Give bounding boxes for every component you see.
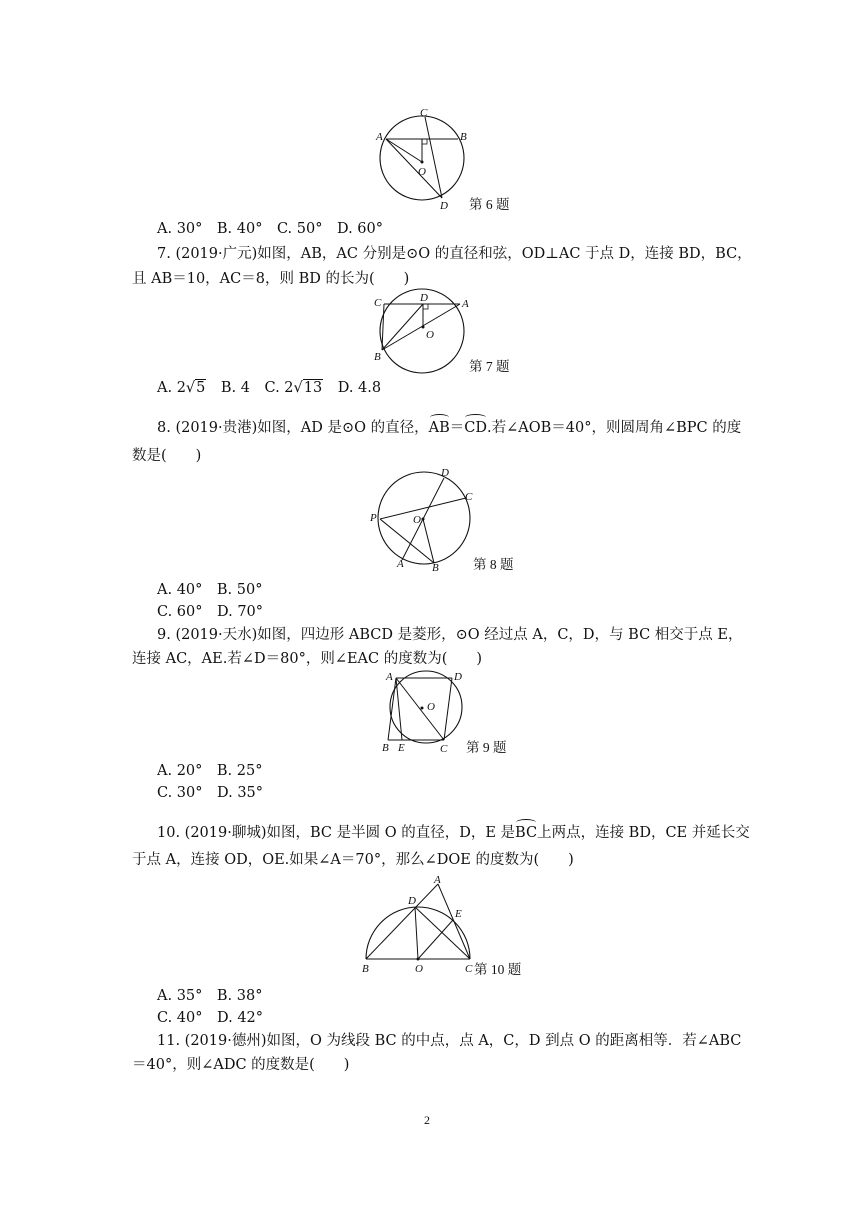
q8-line1-post: .若∠AOB＝40°，则圆周角∠BPC 的度: [487, 420, 742, 436]
label-O: O: [418, 166, 426, 178]
q8-line2: 数是( ): [132, 448, 202, 464]
label-O: O: [413, 514, 421, 526]
label-A: A: [386, 671, 393, 683]
figure-q9: [374, 668, 474, 756]
figure-q6-caption: 第 6 题: [469, 197, 510, 212]
label-C: C: [374, 297, 382, 309]
figure-q10: [358, 872, 482, 976]
q8-eq: ＝: [449, 420, 465, 436]
q9-line1: 9. (2019·天水)如图，四边形 ABCD 是菱形，⊙O 经过点 A，C，D，与 BC 相交于点 E，: [157, 627, 743, 643]
q10-arc-bc: BC: [515, 825, 538, 841]
sqrt-sign: √: [185, 380, 196, 396]
figure-q6: [370, 105, 480, 215]
q10-options-2: C. 40° D. 42°: [157, 1010, 264, 1026]
figure-q10-caption: 第 10 题: [474, 962, 522, 977]
figure-q8: [364, 463, 484, 575]
q10-options-1: A. 35° B. 38°: [157, 988, 263, 1004]
q10-line1-pre: 10. (2019·聊城)如图，BC 是半圆 O 的直径，D，E 是: [157, 825, 516, 841]
label-D: D: [440, 200, 448, 212]
q7-line1: 7. (2019·广元)如图，AB，AC 分别是⊙O 的直径和弦，OD⊥AC 于点 D，连接 BD，BC，: [157, 246, 752, 262]
q7-option-d: D. 4.8: [323, 380, 382, 396]
figure-q9-caption: 第 9 题: [466, 740, 507, 755]
q7-option-c-radicand: 13: [303, 380, 323, 396]
q7-option-a-radicand: 5: [196, 380, 206, 396]
label-D: D: [420, 292, 428, 304]
label-C: C: [440, 743, 448, 755]
q11-line1: 11. (2019·德州)如图，O 为线段 BC 的中点，点 A，C，D 到点 O 的距离相等．若∠ABC: [157, 1033, 742, 1049]
label-C: C: [465, 491, 473, 503]
label-B: B: [374, 351, 381, 363]
q7-options: [157, 378, 381, 398]
label-A: A: [462, 298, 469, 310]
label-O: O: [426, 329, 434, 341]
sqrt-sign: √: [293, 380, 303, 396]
label-D: D: [454, 671, 462, 683]
label-A: A: [376, 131, 383, 143]
label-O: O: [427, 701, 435, 713]
q8-line1: [157, 418, 741, 438]
label-A: A: [434, 874, 441, 886]
label-E: E: [455, 908, 462, 920]
q10-line1: [157, 823, 750, 843]
page-number: 2: [424, 1113, 430, 1127]
label-B: B: [362, 963, 369, 975]
q10-line2: 于点 A，连接 OD，OE.如果∠A＝70°，那么∠DOE 的度数为( ): [132, 852, 574, 868]
label-B: B: [432, 562, 439, 574]
label-E: E: [398, 742, 405, 754]
label-O: O: [415, 963, 423, 975]
figure-q8-caption: 第 8 题: [473, 557, 514, 572]
q9-options-1: A. 20° B. 25°: [157, 763, 263, 779]
label-B: B: [382, 742, 389, 754]
label-C: C: [465, 963, 473, 975]
q8-line1-pre: 8. (2019·贵港)如图，AD 是⊙O 的直径，: [157, 420, 429, 436]
label-D: D: [441, 467, 449, 479]
q7-options-bc: B. 4 C. 2: [206, 380, 294, 396]
q8-arc-ab: AB: [428, 420, 450, 436]
q8-arc-cd: CD: [464, 420, 487, 436]
q10-line1-post: 上两点，连接 BD，CE 并延长交: [537, 825, 750, 841]
q8-options-1: A. 40° B. 50°: [157, 582, 263, 598]
label-A: A: [397, 558, 404, 570]
q9-line2: 连接 AC，AE.若∠D＝80°，则∠EAC 的度数为( ): [132, 651, 483, 667]
label-P: P: [370, 512, 377, 524]
figure-q7: [368, 286, 478, 376]
q7-line2: 且 AB＝10，AC＝8，则 BD 的长为( ): [132, 271, 410, 287]
label-D: D: [408, 895, 416, 907]
q8-options-2: C. 60° D. 70°: [157, 604, 264, 620]
q6-options: A. 30° B. 40° C. 50° D. 60°: [157, 221, 383, 237]
label-B: B: [460, 131, 467, 143]
figure-q7-caption: 第 7 题: [469, 359, 510, 374]
q9-options-2: C. 30° D. 35°: [157, 785, 264, 801]
q7-option-a-prefix: A. 2: [157, 380, 186, 396]
q11-line2: ＝40°，则∠ADC 的度数是( ): [132, 1057, 350, 1073]
label-C: C: [420, 107, 428, 119]
